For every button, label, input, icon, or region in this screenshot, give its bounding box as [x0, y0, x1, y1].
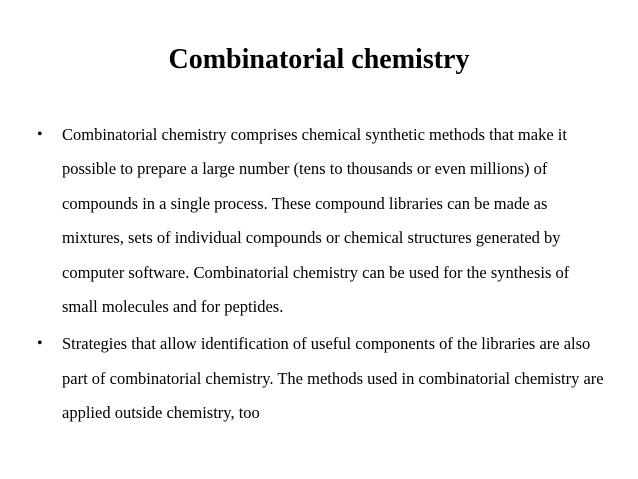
bullet-marker: •	[37, 126, 43, 143]
bullet-text: Strategies that allow identification of useful components of the libraries are also part of combinatorial chemistry. The methods used in combinatorial chemistry are applied outside chemistry, too	[62, 334, 604, 423]
slide-title: Combinatorial chemistry	[168, 44, 470, 75]
bullet-item	[0, 118, 638, 324]
bullet-item	[0, 327, 638, 430]
bullet-list	[0, 118, 638, 431]
bullet-text: Combinatorial chemistry comprises chemical synthetic methods that make it possible to prepare a large number (tens to thousands or even millions) of compounds in a single process. These compound libraries can be made as mixtures, sets of individual compounds or chemical structures generated by computer software. Combinatorial chemistry can be used for the synthesis of small molecules and for peptides.	[62, 125, 570, 317]
bullet-marker: •	[37, 335, 43, 353]
